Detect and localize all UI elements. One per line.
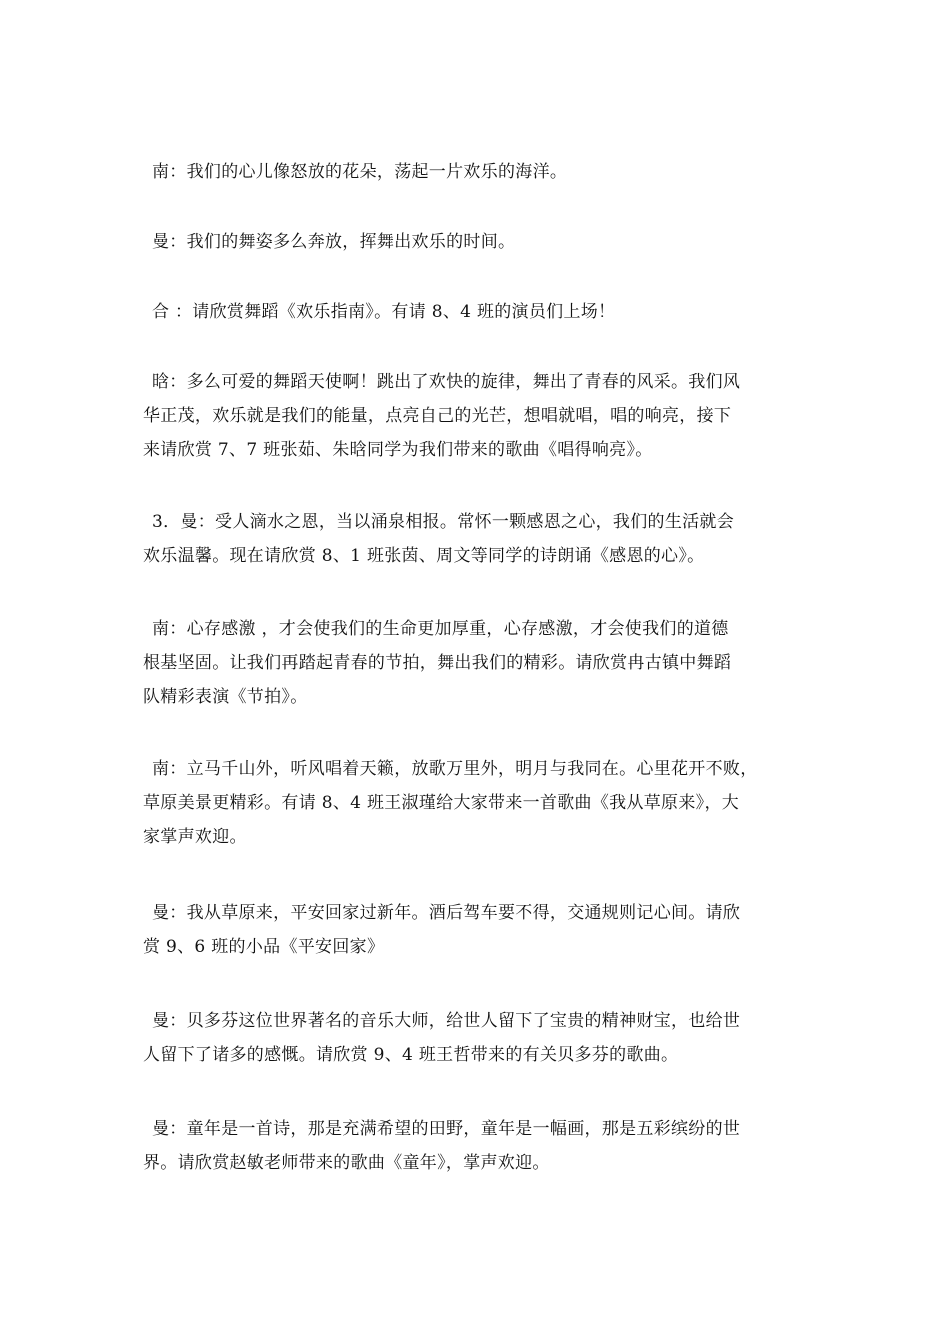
text-line: 来请欣赏 7、7 班张茹、朱晗同学为我们带来的歌曲《唱得响亮》。 xyxy=(143,440,653,460)
text-line: 赏 9、6 班的小品《平安回家》 xyxy=(143,937,385,957)
text-line: 草原美景更精彩。有请 8、4 班王淑瑾给大家带来一首歌曲《我从草原来》，大 xyxy=(143,793,740,813)
text-line: 曼：贝多芬这位世界著名的音乐大师，给世人留下了宝贵的精神财宝，也给世 xyxy=(152,1011,741,1031)
paragraph-2 xyxy=(143,225,813,259)
text-line: 曼：我从草原来，平安回家过新年。酒后驾车要不得，交通规则记心间。请欣 xyxy=(152,903,741,923)
text-line: 曼：童年是一首诗，那是充满希望的田野，童年是一幅画，那是五彩缤纷的世 xyxy=(152,1119,741,1139)
text-line: 欢乐温馨。现在请欣赏 8、1 班张茵、周文等同学的诗朗诵《感恩的心》。 xyxy=(143,546,705,566)
paragraph-1 xyxy=(143,155,813,189)
text-line: 南：立马千山外，听风唱着天籁，放歌万里外，明月与我同在。心里花开不败， xyxy=(152,759,758,779)
paragraph-5 xyxy=(143,505,813,573)
text-line: 根基坚固。让我们再踏起青春的节拍，舞出我们的精彩。请欣赏冉古镇中舞蹈 xyxy=(143,653,732,673)
text-line: 家掌声欢迎。 xyxy=(143,827,247,847)
paragraph-9 xyxy=(143,1004,813,1072)
paragraph-6 xyxy=(143,612,813,714)
text-line: 晗：多么可爱的舞蹈天使啊！跳出了欢快的旋律，舞出了青春的风采。我们风 xyxy=(152,372,741,392)
paragraph-3 xyxy=(143,295,813,329)
paragraph-7 xyxy=(143,752,813,854)
paragraph-4 xyxy=(143,365,813,467)
text-line: 华正茂，欢乐就是我们的能量，点亮自己的光芒，想唱就唱，唱的响亮，接下 xyxy=(143,406,732,426)
text-line: 3．曼：受人滴水之恩，当以涌泉相报。常怀一颗感恩之心，我们的生活就会 xyxy=(152,512,735,532)
paragraph-8 xyxy=(143,896,813,964)
text-line: 曼：我们的舞姿多么奔放，挥舞出欢乐的时间。 xyxy=(152,232,516,252)
text-line: 合 ：请欣赏舞蹈《欢乐指南》。有请 8、4 班的演员们上场！ xyxy=(152,302,616,322)
text-line: 人留下了诸多的感慨。请欣赏 9、4 班王哲带来的有关贝多芬的歌曲。 xyxy=(143,1045,679,1065)
text-line: 队精彩表演《节拍》。 xyxy=(143,687,308,707)
text-line: 界。请欣赏赵敏老师带来的歌曲《童年》，掌声欢迎。 xyxy=(143,1153,550,1173)
text-line: 南：心存感激 ，才会使我们的生命更加厚重，心存感激，才会使我们的道德 xyxy=(152,619,729,639)
text-line: 南：我们的心儿像怒放的花朵，荡起一片欢乐的海洋。 xyxy=(152,162,568,182)
paragraph-10 xyxy=(143,1112,813,1180)
